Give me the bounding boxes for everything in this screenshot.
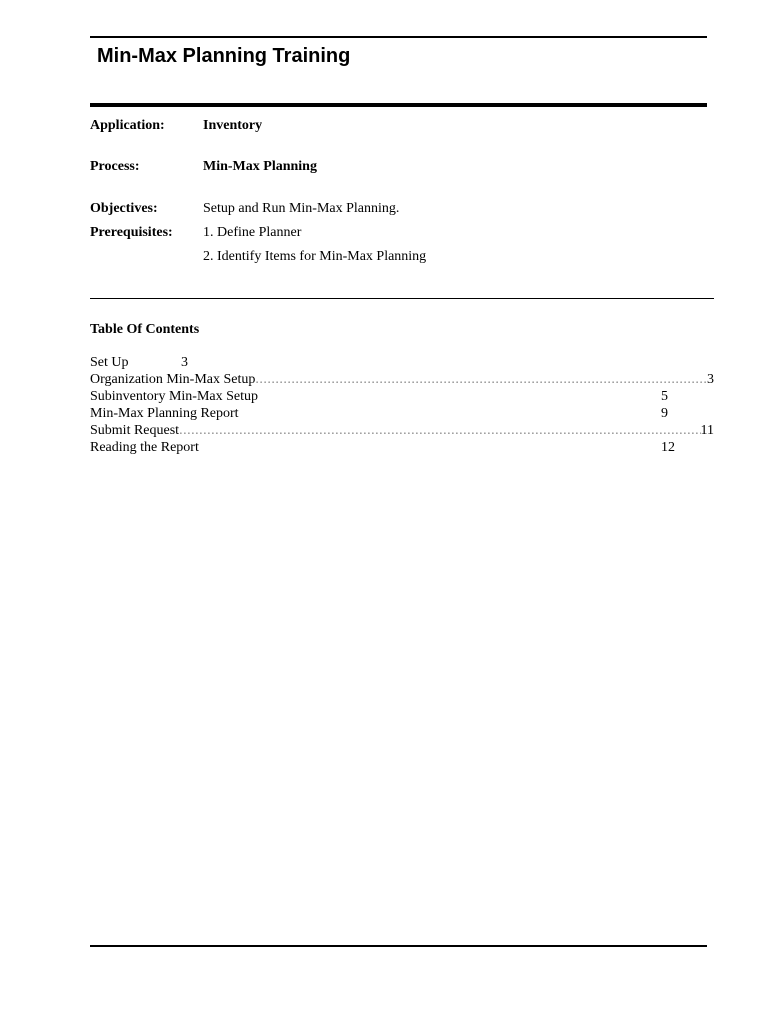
- toc-entry-page: 12: [661, 440, 675, 455]
- toc-entry[interactable]: [90, 422, 714, 439]
- objectives-label: Objectives:: [90, 201, 158, 216]
- toc-entry-title: Min-Max Planning Report: [90, 406, 239, 421]
- toc-entry[interactable]: [90, 405, 714, 422]
- toc-entry-title: Submit Request: [90, 423, 180, 438]
- toc-heading: Table Of Contents: [90, 322, 200, 337]
- dot-leader: [179, 422, 700, 439]
- table-of-contents: [90, 354, 714, 456]
- toc-entry[interactable]: [90, 439, 714, 456]
- prerequisite-item: 2. Identify Items for Min-Max Planning: [203, 249, 427, 264]
- toc-entry-title: Set Up: [90, 355, 129, 370]
- application-value: Inventory: [203, 118, 263, 133]
- toc-entry-page: 11: [700, 423, 714, 438]
- objectives-value: Setup and Run Min-Max Planning.: [203, 201, 400, 216]
- title-underline-rule: [90, 103, 707, 107]
- section-divider-rule: [90, 298, 714, 299]
- dot-leader: [255, 371, 707, 388]
- process-value: Min-Max Planning: [203, 159, 317, 174]
- prerequisites-label: Prerequisites:: [90, 225, 173, 240]
- toc-entry[interactable]: [90, 371, 714, 388]
- top-rule: [90, 36, 707, 38]
- document-title: Min-Max Planning Training: [97, 45, 351, 67]
- toc-entry-page: 3: [707, 372, 714, 387]
- toc-entry-page: 5: [661, 389, 668, 404]
- toc-entry-title: Reading the Report: [90, 440, 199, 455]
- toc-entry-page: 3: [181, 355, 188, 370]
- toc-entry[interactable]: [90, 388, 714, 405]
- toc-entry-page: 9: [661, 406, 668, 421]
- footer-rule: [90, 945, 707, 947]
- application-label: Application:: [90, 118, 165, 133]
- process-label: Process:: [90, 159, 140, 174]
- toc-entry-title: Subinventory Min-Max Setup: [90, 389, 258, 404]
- toc-entry[interactable]: [90, 354, 714, 371]
- toc-entry-title: Organization Min-Max Setup: [90, 372, 256, 387]
- prerequisite-item: 1. Define Planner: [203, 225, 302, 240]
